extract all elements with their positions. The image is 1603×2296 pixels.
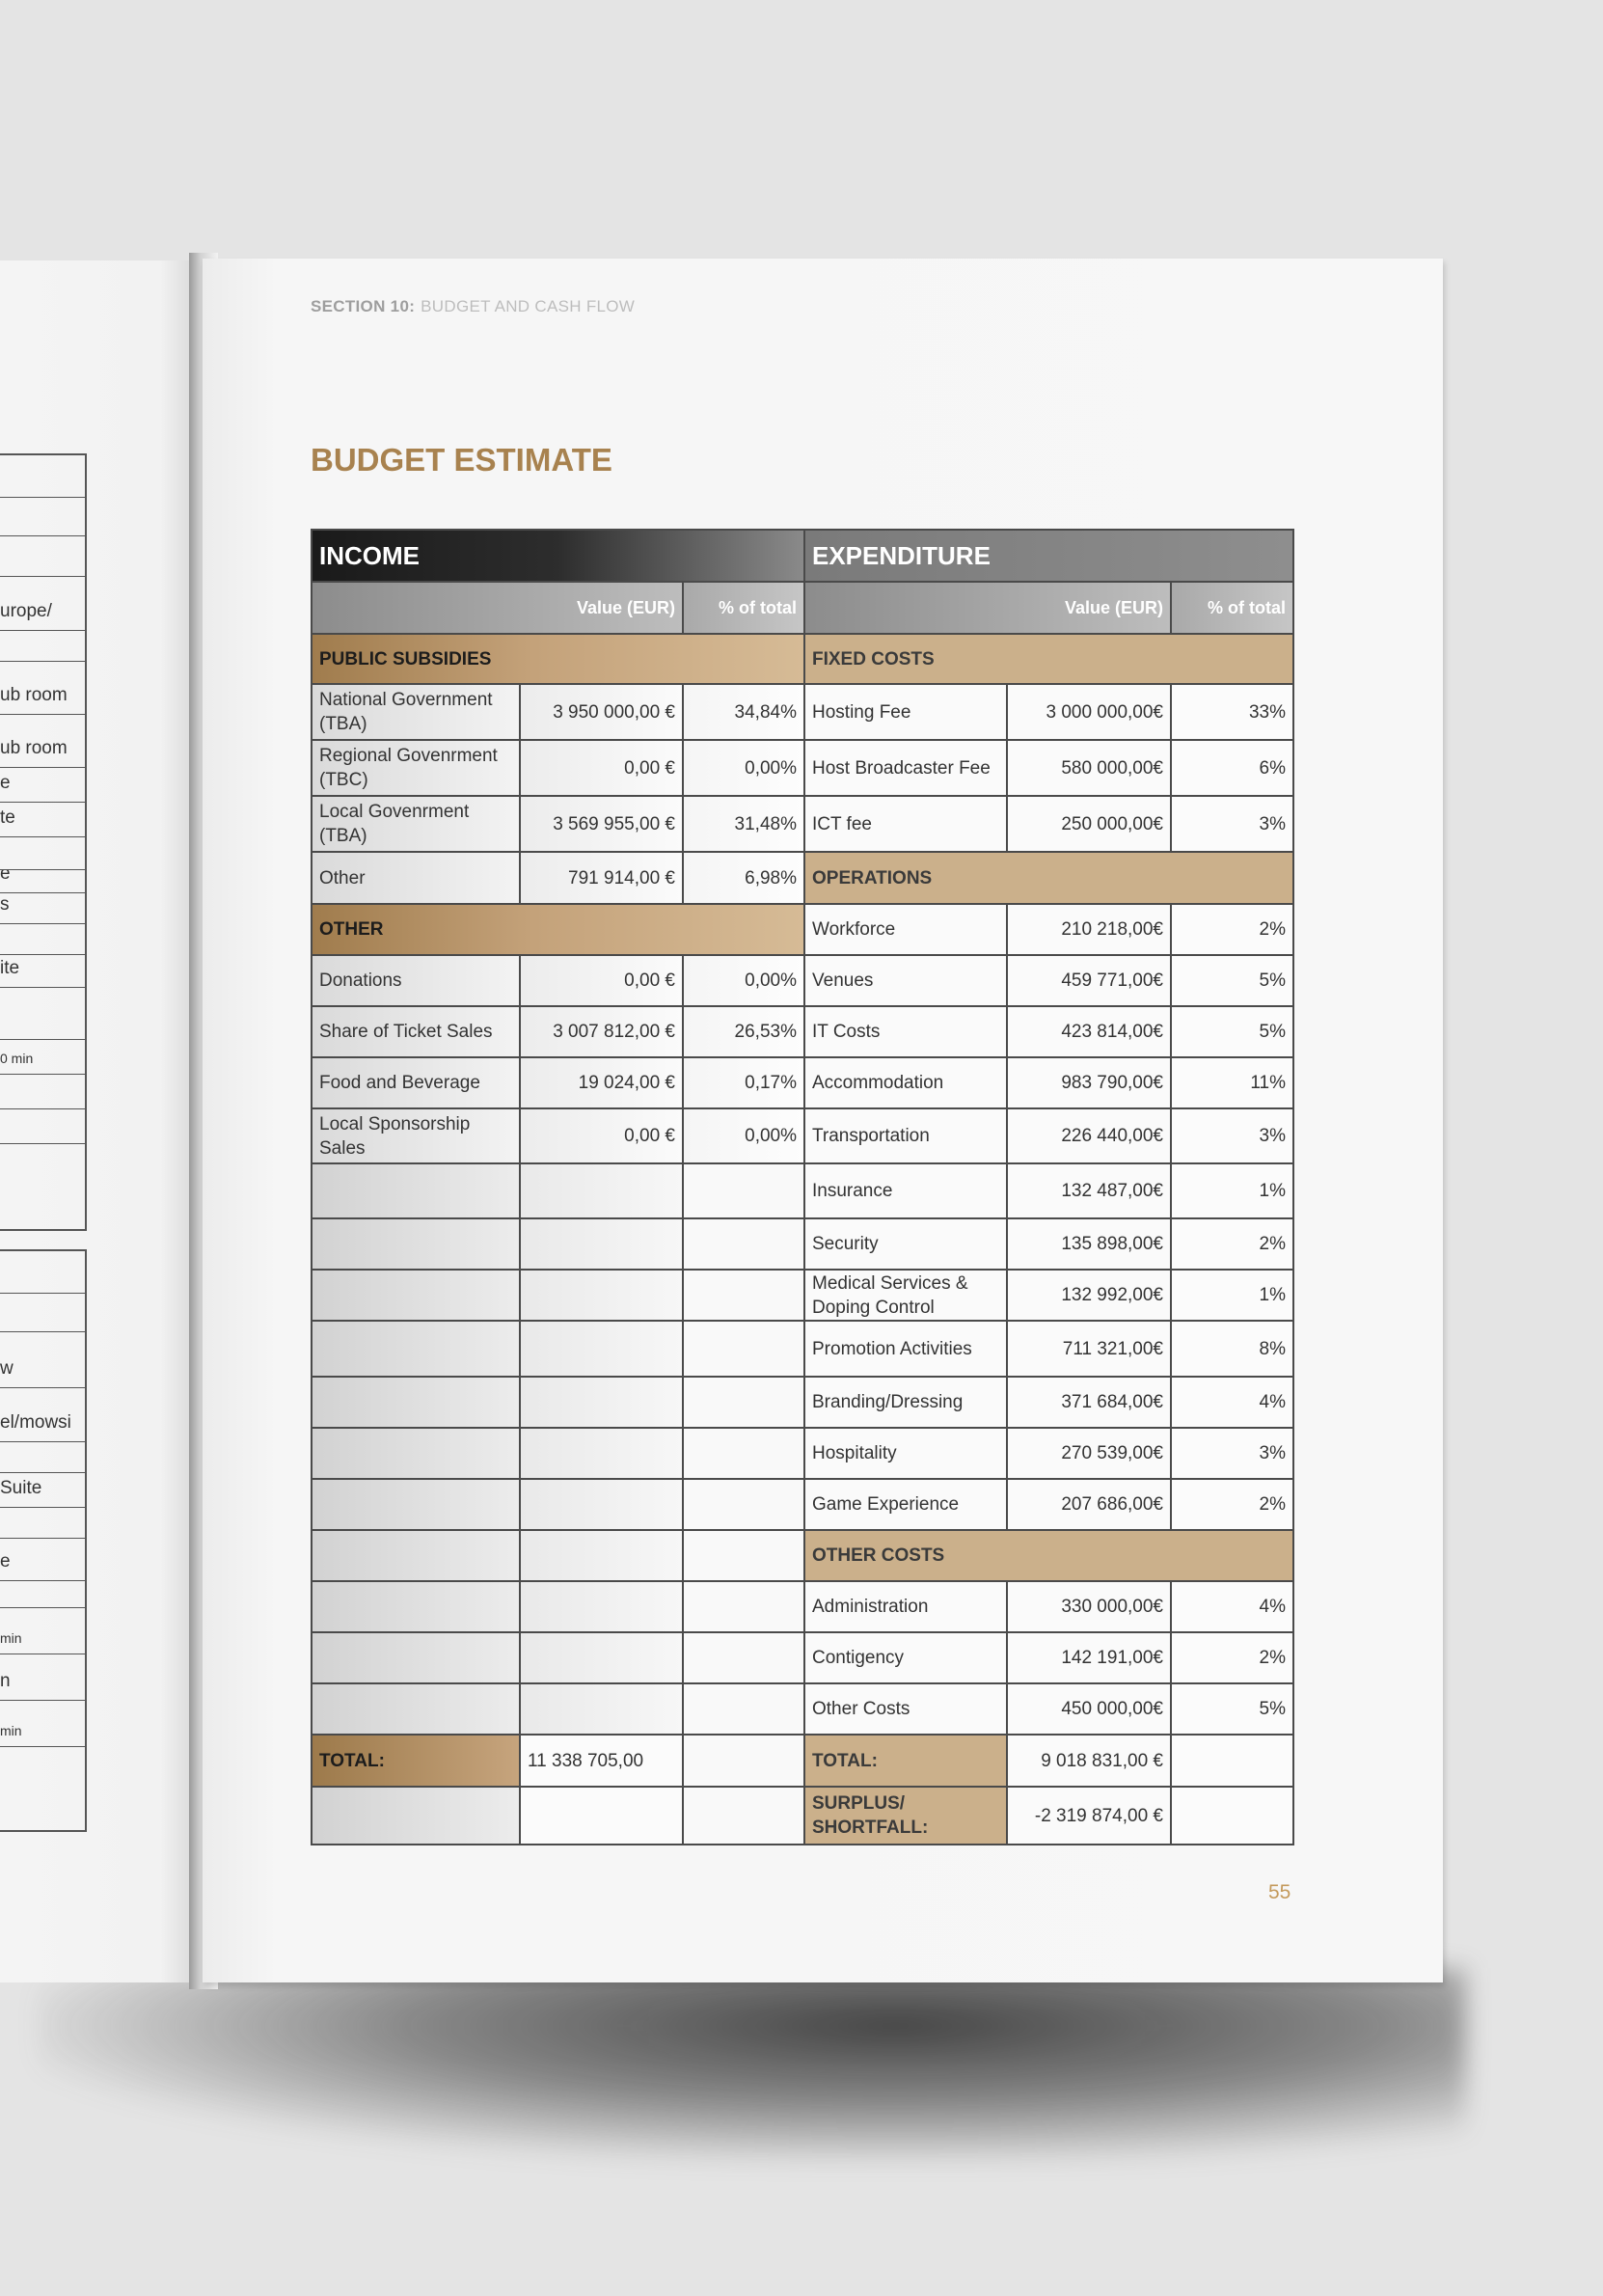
left-page-table-row [0,1608,85,1654]
left-page-table-row [0,893,85,924]
table-row [312,1530,1293,1581]
left-page-table-top [0,453,87,1231]
expenditure-value: 226 440,00€ [1007,1108,1171,1163]
empty-cell [683,1683,804,1735]
table-row [312,1787,1293,1845]
left-page-cell-text: ub room [0,685,68,705]
left-page-table-row [0,803,85,837]
expenditure-pct: 4% [1171,1581,1293,1632]
budget-table [311,529,1294,1845]
empty-cell [1171,1735,1293,1787]
expenditure-label: Security [804,1218,1007,1270]
expenditure-value: 210 218,00€ [1007,904,1171,955]
left-page-table-row [0,1388,85,1442]
expenditure-value: 142 191,00€ [1007,1632,1171,1683]
left-page-table-row [0,1508,85,1539]
income-category: OTHER [312,904,804,955]
empty-cell [520,1218,683,1270]
left-page-cell-text: e [0,870,11,884]
empty-cell [312,1632,520,1683]
empty-cell [312,1581,520,1632]
expenditure-label: Game Experience [804,1479,1007,1530]
income-total-label: TOTAL: [312,1735,520,1787]
expenditure-label: Other Costs [804,1683,1007,1735]
expenditure-pct: 1% [1171,1270,1293,1321]
income-col-value: Value (EUR) [312,582,683,634]
left-page-cell-text: ite [0,958,20,978]
expenditure-value: 270 539,00€ [1007,1428,1171,1479]
income-pct: 0,00% [683,955,804,1006]
empty-cell [520,1428,683,1479]
expenditure-label: Promotion Activities [804,1321,1007,1377]
left-page-cell-text: e [0,1551,11,1572]
expenditure-category: OPERATIONS [804,852,1293,904]
left-page-cell-text: 0 min [0,1051,34,1066]
page-number: 55 [1268,1881,1291,1903]
empty-cell [683,1218,804,1270]
expenditure-total-value: 9 018 831,00 € [1007,1735,1171,1787]
income-value: 791 914,00 € [520,852,683,904]
empty-cell [520,1530,683,1581]
table-row [312,1108,1293,1163]
section-prefix: SECTION 10: [311,297,416,315]
left-page-table-row [0,1654,85,1701]
table-row [312,684,1293,740]
expenditure-pct: 2% [1171,1479,1293,1530]
empty-cell [683,1428,804,1479]
empty-cell [683,1163,804,1218]
income-value: 0,00 € [520,740,683,796]
income-value: 0,00 € [520,955,683,1006]
income-value: 3 007 812,00 € [520,1006,683,1057]
expenditure-header: EXPENDITURE [804,530,1293,582]
empty-cell [520,1787,683,1845]
expenditure-pct: 2% [1171,904,1293,955]
expenditure-value: 132 487,00€ [1007,1163,1171,1218]
left-page-table-bottom [0,1249,87,1832]
table-row [312,904,1293,955]
section-label [311,297,635,316]
table-row [312,1270,1293,1321]
expenditure-label: Hosting Fee [804,684,1007,740]
empty-cell [312,1218,520,1270]
expenditure-value: 250 000,00€ [1007,796,1171,852]
table-row [312,582,1293,634]
table-row [312,634,1293,684]
expenditure-total-label: TOTAL: [804,1735,1007,1787]
left-page-table-row [0,870,85,893]
income-label: Other [312,852,520,904]
expenditure-col-value: Value (EUR) [804,582,1171,634]
empty-cell [683,1787,804,1845]
left-page-table-row [0,837,85,870]
left-page-table-row [0,1581,85,1608]
expenditure-pct: 3% [1171,1428,1293,1479]
left-page-table-row [0,1332,85,1388]
empty-cell [312,1428,520,1479]
expenditure-pct: 33% [1171,684,1293,740]
table-row [312,1321,1293,1377]
expenditure-label: Branding/Dressing [804,1377,1007,1428]
left-page-cell-text: ub room [0,738,68,758]
left-page-cell-text: min [0,1630,22,1646]
empty-cell [520,1683,683,1735]
expenditure-value: 711 321,00€ [1007,1321,1171,1377]
income-col-pct: % of total [683,582,804,634]
empty-cell [520,1163,683,1218]
left-page-table-row [0,455,85,498]
expenditure-value: 983 790,00€ [1007,1057,1171,1108]
empty-cell [520,1632,683,1683]
surplus-label: SURPLUS/ SHORTFALL: [804,1787,1007,1845]
expenditure-pct: 5% [1171,1006,1293,1057]
left-page-table-row [0,924,85,955]
left-page-cell-text: el/mowsi [0,1412,71,1433]
expenditure-category: OTHER COSTS [804,1530,1293,1581]
income-pct: 26,53% [683,1006,804,1057]
expenditure-pct: 3% [1171,796,1293,852]
expenditure-label: Venues [804,955,1007,1006]
expenditure-pct: 5% [1171,955,1293,1006]
left-page-cell-text: te [0,807,15,828]
empty-cell [312,1683,520,1735]
left-page-table-row [0,1251,85,1294]
income-pct: 0,00% [683,1108,804,1163]
table-row [312,955,1293,1006]
expenditure-pct: 8% [1171,1321,1293,1377]
empty-cell [683,1321,804,1377]
income-value: 3 950 000,00 € [520,684,683,740]
left-page-table-row [0,631,85,662]
empty-cell [312,1787,520,1845]
expenditure-label: Contigency [804,1632,1007,1683]
income-pct: 0,00% [683,740,804,796]
expenditure-pct: 1% [1171,1163,1293,1218]
left-page-cell-text: n [0,1671,11,1691]
left-page-cell-text: min [0,1723,22,1738]
left-page-table-row [0,536,85,577]
empty-cell [683,1632,804,1683]
left-page-table-row [0,1294,85,1332]
table-row [312,1428,1293,1479]
income-label: Food and Beverage [312,1057,520,1108]
expenditure-pct: 4% [1171,1377,1293,1428]
empty-cell [1171,1787,1293,1845]
expenditure-value: 580 000,00€ [1007,740,1171,796]
book-shadow [39,1968,1466,2161]
income-pct: 34,84% [683,684,804,740]
left-page-table-row [0,1144,85,1229]
income-label: National Government (TBA) [312,684,520,740]
expenditure-value: 135 898,00€ [1007,1218,1171,1270]
income-value: 0,00 € [520,1108,683,1163]
expenditure-label: Administration [804,1581,1007,1632]
expenditure-value: 371 684,00€ [1007,1377,1171,1428]
expenditure-label: ICT fee [804,796,1007,852]
income-pct: 0,17% [683,1057,804,1108]
income-pct: 6,98% [683,852,804,904]
left-page-cell-text: s [0,894,10,915]
table-row [312,1006,1293,1057]
table-row [312,852,1293,904]
left-page-table-row [0,577,85,631]
left-page-table-row [0,1442,85,1473]
empty-cell [312,1377,520,1428]
left-page-table-row [0,662,85,715]
empty-cell [520,1479,683,1530]
expenditure-pct: 6% [1171,740,1293,796]
left-page-cell-text: urope/ [0,601,52,621]
income-label: Share of Ticket Sales [312,1006,520,1057]
left-page-cell-text: e [0,773,11,793]
expenditure-label: Transportation [804,1108,1007,1163]
left-page-table-row [0,988,85,1040]
empty-cell [312,1530,520,1581]
empty-cell [683,1530,804,1581]
expenditure-category: FIXED COSTS [804,634,1293,684]
empty-cell [683,1479,804,1530]
expenditure-pct: 11% [1171,1057,1293,1108]
table-row [312,1479,1293,1530]
expenditure-value: 459 771,00€ [1007,955,1171,1006]
empty-cell [683,1377,804,1428]
expenditure-pct: 2% [1171,1218,1293,1270]
empty-cell [520,1581,683,1632]
expenditure-value: 450 000,00€ [1007,1683,1171,1735]
empty-cell [683,1735,804,1787]
table-row [312,1218,1293,1270]
expenditure-value: 3 000 000,00€ [1007,684,1171,740]
expenditure-label: Host Broadcaster Fee [804,740,1007,796]
left-page-table-row [0,1701,85,1747]
table-row [312,530,1293,582]
empty-cell [683,1270,804,1321]
income-label: Donations [312,955,520,1006]
expenditure-label: Medical Services & Doping Control [804,1270,1007,1321]
expenditure-pct: 5% [1171,1683,1293,1735]
income-value: 3 569 955,00 € [520,796,683,852]
empty-cell [312,1163,520,1218]
income-label: Local Govenrment (TBA) [312,796,520,852]
expenditure-value: 207 686,00€ [1007,1479,1171,1530]
table-row [312,1632,1293,1683]
income-label: Local Sponsorship Sales [312,1108,520,1163]
left-page-table-row [0,1109,85,1144]
left-page-cell-text: Suite [0,1478,42,1498]
expenditure-label: Accommodation [804,1057,1007,1108]
expenditure-label: IT Costs [804,1006,1007,1057]
section-name: BUDGET AND CASH FLOW [421,297,636,315]
income-label: Regional Govenrment (TBC) [312,740,520,796]
left-page-table-row [0,715,85,768]
expenditure-pct: 3% [1171,1108,1293,1163]
expenditure-value: 132 992,00€ [1007,1270,1171,1321]
expenditure-value: 423 814,00€ [1007,1006,1171,1057]
expenditure-pct: 2% [1171,1632,1293,1683]
empty-cell [520,1377,683,1428]
table-row [312,1581,1293,1632]
income-value: 19 024,00 € [520,1057,683,1108]
expenditure-label: Hospitality [804,1428,1007,1479]
expenditure-label: Workforce [804,904,1007,955]
table-row [312,1163,1293,1218]
left-page-table-row [0,768,85,803]
table-row [312,1683,1293,1735]
left-page-table-row [0,1473,85,1508]
income-category: PUBLIC SUBSIDIES [312,634,804,684]
left-page-table-row [0,1040,85,1075]
empty-cell [683,1581,804,1632]
surplus-value: -2 319 874,00 € [1007,1787,1171,1845]
left-page-table-row [0,498,85,536]
left-page-table-row [0,1747,85,1830]
page-title: BUDGET ESTIMATE [311,442,612,478]
empty-cell [312,1270,520,1321]
empty-cell [312,1479,520,1530]
income-header: INCOME [312,530,804,582]
left-page-table-row [0,1075,85,1109]
left-page-cell-text: w [0,1358,14,1379]
table-row [312,1057,1293,1108]
empty-cell [520,1270,683,1321]
left-page-table-row [0,1539,85,1581]
left-page [0,260,201,1982]
left-page-table-row [0,955,85,988]
expenditure-value: 330 000,00€ [1007,1581,1171,1632]
expenditure-label: Insurance [804,1163,1007,1218]
table-row [312,1735,1293,1787]
table-row [312,740,1293,796]
table-row [312,796,1293,852]
expenditure-col-pct: % of total [1171,582,1293,634]
income-total-value: 11 338 705,00 [520,1735,683,1787]
empty-cell [312,1321,520,1377]
income-pct: 31,48% [683,796,804,852]
empty-cell [520,1321,683,1377]
table-row [312,1377,1293,1428]
